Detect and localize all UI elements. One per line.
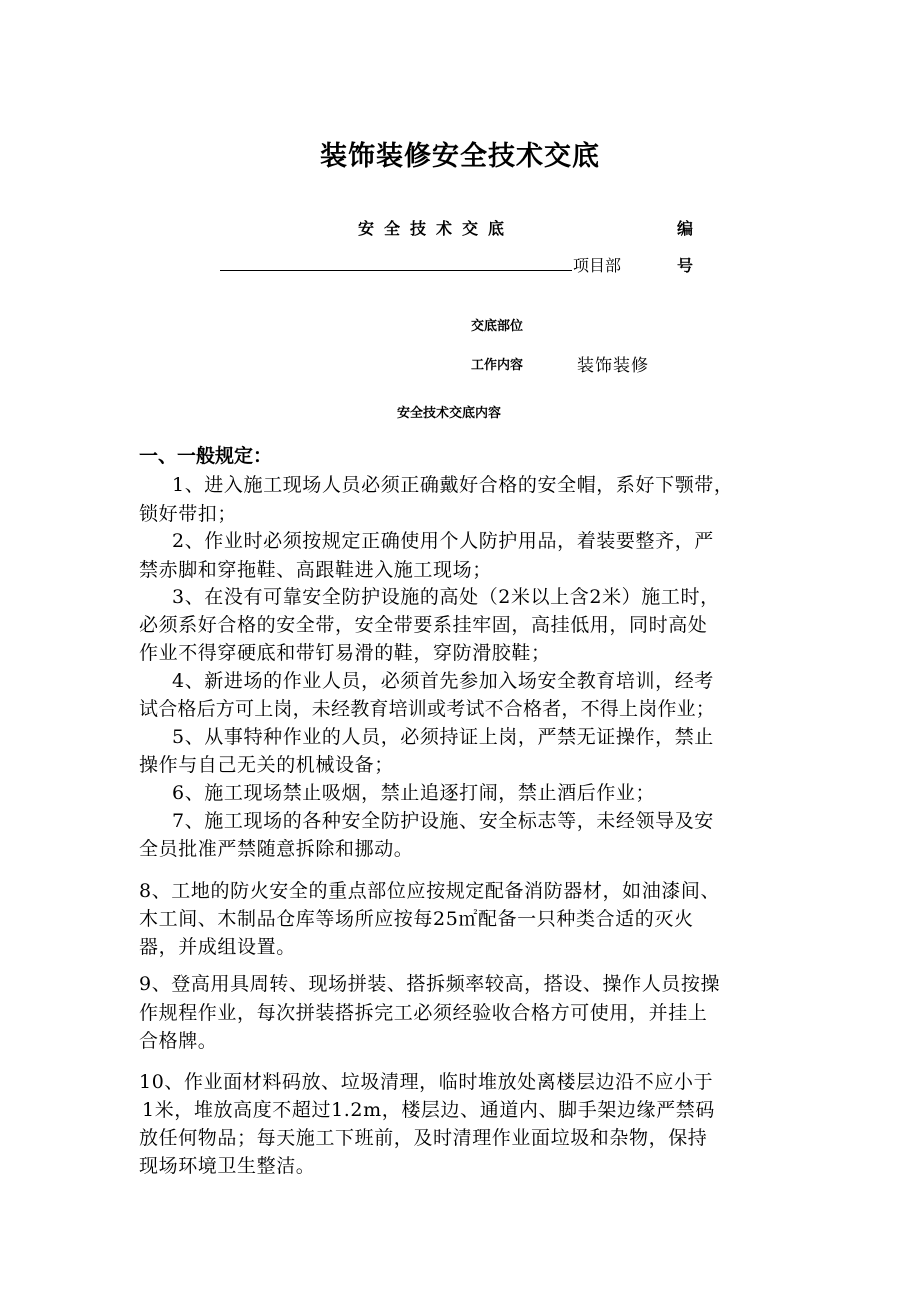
text-line: 现场环境卫生整洁。 — [139, 1155, 316, 1177]
text-line: 3、在没有可靠安全防护设施的高处（2米以上含2米）施工时， — [172, 586, 720, 608]
text-line: 木工间、木制品仓库等场所应按每25㎡配备一只种类合适的灭火 — [139, 908, 694, 930]
text-line: 1、进入施工现场人员必须正确戴好合格的安全帽，系好下颚带， — [172, 474, 734, 496]
text-line: 锁好带扣； — [139, 503, 238, 525]
section-heading: 一、一般规定： — [139, 445, 273, 467]
text-line: 9、登高用具周转、现场拼装、搭拆频率较高，搭设、操作人员按操 — [139, 973, 721, 995]
text-line: 1米，堆放高度不超过1.2m，楼层边、通道内、脚手架边缘严禁码 — [142, 1099, 715, 1121]
location-label: 交底部位 — [471, 319, 524, 334]
text-line: 必须系好合格的安全带，安全带要系挂牢固，高挂低用，同时高处 — [139, 614, 708, 636]
work-label: 工作内容 — [471, 358, 524, 373]
text-line: 6、施工现场禁止吸烟，禁止追逐打闹，禁止酒后作业； — [172, 782, 656, 804]
text-line: 10、作业面材料码放、垃圾清理，临时堆放处离楼层边沿不应小于 — [139, 1071, 714, 1093]
text-line: 试合格后方可上岗，未经教育培训或考试不合格者，不得上岗作业； — [139, 698, 716, 720]
serial-label-top: 编 — [677, 219, 694, 238]
content-label: 安全技术交底内容 — [397, 406, 502, 421]
text-line: 作规程作业，每次拼装搭拆完工必须经验收合格方可使用，并挂上 — [139, 1002, 708, 1024]
text-line: 2、作业时必须按规定正确使用个人防护用品，着装要整齐，严 — [172, 530, 714, 552]
text-line: 5、从事特种作业的人员，必须持证上岗，严禁无证操作，禁止 — [172, 726, 714, 748]
text-line: 作业不得穿硬底和带钉易滑的鞋，穿防滑胶鞋； — [139, 642, 551, 664]
text-line: 禁赤脚和穿拖鞋、高跟鞋进入施工现场； — [139, 559, 492, 581]
text-line: 7、施工现场的各种安全防护设施、安全标志等，未经领导及安 — [172, 810, 714, 832]
text-line: 8、工地的防火安全的重点部位应按规定配备消防器材，如油漆间、 — [139, 880, 721, 902]
text-line: 操作与自己无关的机械设备； — [139, 754, 394, 776]
doc-type-label: 安全技术交底 — [358, 219, 515, 238]
text-line: 器，并成组设置。 — [139, 936, 296, 958]
document-title: 装饰装修安全技术交底 — [320, 141, 600, 172]
work-value: 装饰装修 — [577, 356, 649, 376]
text-line: 全员批准严禁随意拆除和挪动。 — [139, 838, 414, 860]
serial-label-bottom: 号 — [677, 256, 694, 275]
text-line: 4、新进场的作业人员，必须首先参加入场安全教育培训，经考 — [172, 670, 714, 692]
text-line: 放任何物品；每天施工下班前，及时清理作业面垃圾和杂物，保持 — [139, 1127, 708, 1149]
project-name-line — [220, 270, 572, 271]
project-dept-label: 项目部 — [573, 256, 622, 275]
text-line: 合格牌。 — [139, 1030, 218, 1052]
